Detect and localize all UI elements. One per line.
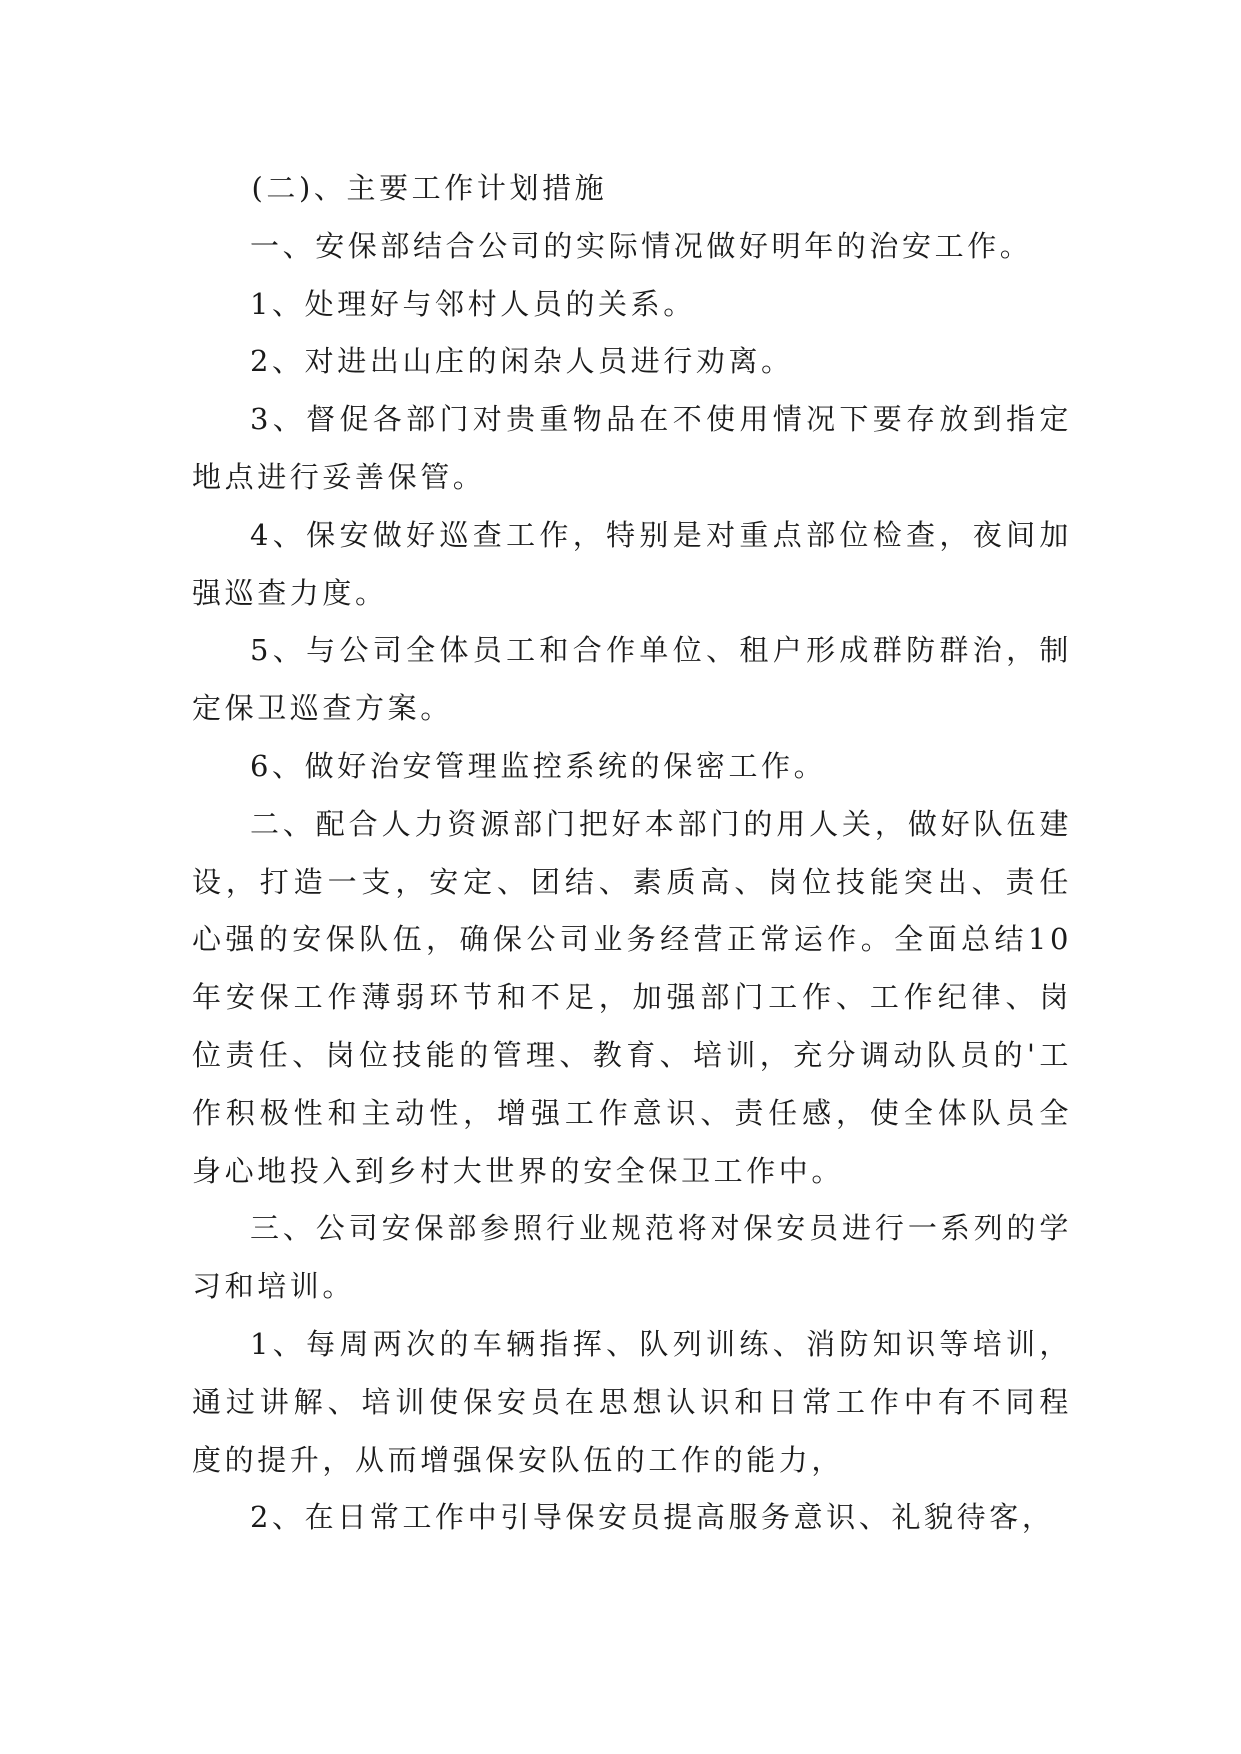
section-heading: (二)、主要工作计划措施 [251, 171, 608, 205]
paragraph-item-1-2: 2、对进出山庄的闲杂人员进行劝离。 [250, 344, 794, 379]
paragraph-item-1-5: 5、与公司全体员工和合作单位、租户形成群防群治，制定保卫巡查方案。 [192, 633, 1072, 726]
document-body [192, 160, 1072, 1547]
paragraph-item-1-6: 6、做好治安管理监控系统的保密工作。 [250, 748, 827, 783]
paragraph-item-1-1: 1、处理好与邻村人员的关系。 [250, 286, 696, 321]
paragraph-item-1: 一、安保部结合公司的实际情况做好明年的治安工作。 [250, 228, 1033, 263]
paragraph-item-2: 二、配合人力资源部门把好本部门的用人关，做好队伍建设，打造一支，安定、团结、素质高、岗位技能突出、责任心强的安保队伍，确保公司业务经营正常运作。全面总结10年安保工作薄弱环节和不足，加强部门工作、工作纪律、岗位责任、岗位技能的管理、教育、培训，充分调动队员的'工作积极性和主动性，增强工作意识、责任感，使全体队员全身心地投入到乡村大世界的安全保卫工作中。 [192, 806, 1072, 1188]
paragraph-item-3: 三、公司安保部参照行业规范将对保安员进行一系列的学习和培训。 [192, 1211, 1072, 1304]
paragraph-item-3-2: 2、在日常工作中引导保安员提高服务意识、礼貌待客， [250, 1500, 1055, 1535]
paragraph-item-1-3: 3、督促各部门对贵重物品在不使用情况下要存放到指定地点进行妥善保管。 [192, 402, 1072, 494]
paragraph-item-1-4: 4、保安做好巡查工作，特别是对重点部位检查，夜间加强巡查力度。 [192, 517, 1072, 610]
paragraph-item-3-1: 1、每周两次的车辆指挥、队列训练、消防知识等培训，通过讲解、培训使保安员在思想认识和日常工作中有不同程度的提升，从而增强保安队伍的工作的能力， [192, 1326, 1072, 1477]
